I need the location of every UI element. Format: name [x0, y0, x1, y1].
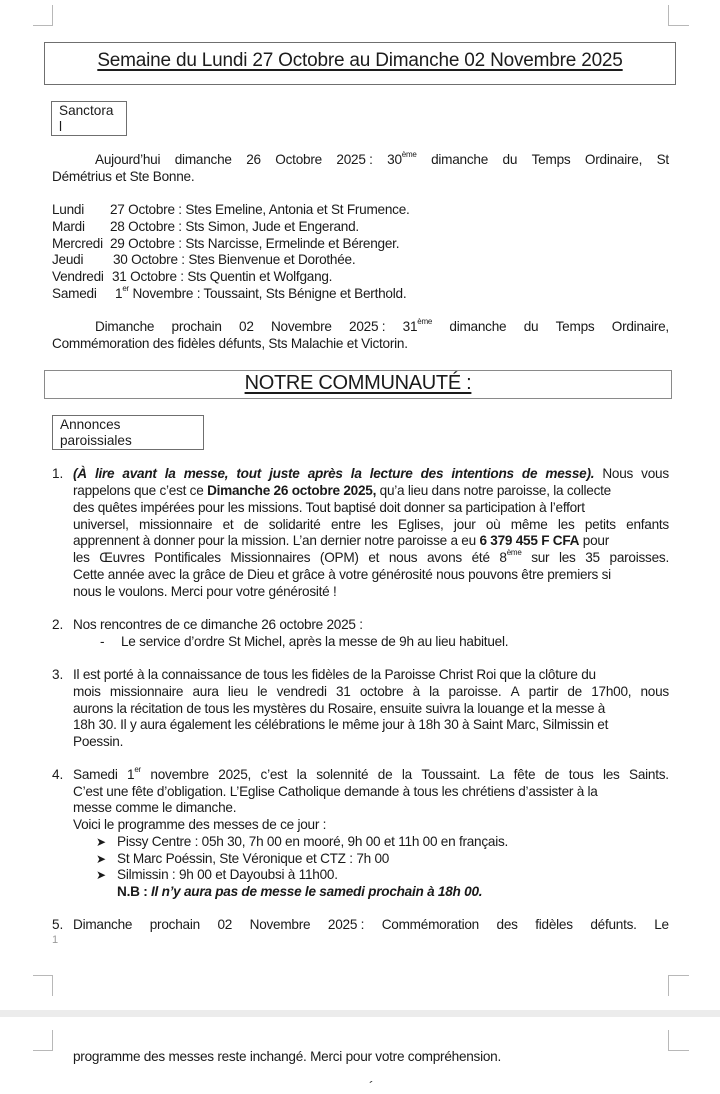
saint-row [52, 219, 85, 236]
next-sunday-line-2: Commémoration des fidèles défunts, Sts Malachie et Victorin. [52, 336, 408, 351]
saint-day: Samedi [52, 286, 97, 301]
saint-row [52, 202, 84, 219]
item5-line1: Dimanche prochain 02 Novembre 2025 : Commémoration des fidèles défunts. Le [73, 917, 669, 932]
mass-schedule-item: St Marc Poéssin, Ste Véronique et CTZ : 7h 00 [117, 851, 390, 866]
crop-mark-bottom-right [668, 975, 689, 996]
mass-schedule-item: Pissy Centre : 05h 30, 7h 00 en mooré, 9h 00 et 11h 00 en français. [117, 834, 509, 849]
community-heading: NOTRE COMMUNAUTÉ : [244, 372, 472, 394]
sanctoral-label-line1: Sanctora [59, 103, 114, 118]
highlight-date: Dimanche 26 octobre 2025, [207, 483, 377, 498]
sanctoral-label-line2: l [59, 119, 63, 134]
item1-line2: rappelons que c’est ce Dimanche 26 octobre 2025, qu’a lieu dans notre paroisse, la collecte [73, 483, 611, 498]
saint-day: Mercredi [52, 236, 103, 251]
item3-line2: mois missionnaire aura lieu le vendredi 31 octobre à la paroisse. A partir de 17h00, nous [73, 684, 669, 699]
saint-text: 28 Octobre : Sts Simon, Jude et Engerand. [110, 219, 359, 234]
highlight-amount: 6 379 455 F CFA [479, 533, 580, 548]
announcements-label-line1: Annonces [60, 417, 121, 432]
item1-line4: universel, missionnaire et de solidarité entre les Eglises, jour où même les petits enfants [73, 517, 669, 532]
saint-row [52, 252, 83, 269]
item4-line4: Voici le programme des messes de ce jour : [73, 817, 327, 832]
saint-text: 27 Octobre : Stes Emeline, Antonia et St Frumence. [110, 202, 410, 217]
item2-sub: Le service d’ordre St Michel, après la messe de 9h au lieu habituel. [121, 634, 509, 649]
dash-bullet: - [100, 634, 105, 649]
item1-line6: les Œuvres Pontificales Missionnaires (OPM) et nous avons été 8ème sur les 35 paroisses. [73, 548, 669, 565]
item3-line5: Poessin. [73, 734, 124, 749]
item-number: 3. [52, 667, 64, 682]
saint-day: Jeudi [52, 252, 84, 267]
mass-schedule-item: Silmissin : 9h 00 et Dayoubsi à 11h00. [117, 867, 338, 882]
cut-off-glyph: ´ [369, 1078, 374, 1094]
item-number: 5. [52, 917, 64, 932]
page-separator [0, 1010, 720, 1017]
saint-row [52, 269, 104, 286]
crop-mark-top-right [668, 5, 689, 26]
item-number: 4. [52, 767, 64, 782]
item3-line3: aurons la récitation de tous les mystères du Rosaire, ensuite suivra la louange et la messe à [73, 701, 606, 716]
saint-row [52, 236, 103, 253]
saint-text: 29 Octobre : Sts Narcisse, Ermelinde et Bérenger. [110, 236, 400, 251]
page-number: 1 [52, 934, 59, 946]
next-sunday-line-1: Dimanche prochain 02 Novembre 2025 : 31ème dimanche du Temps Ordinaire, [95, 317, 669, 334]
item-number: 1. [52, 466, 64, 481]
today-line-2: Démétrius et Ste Bonne. [52, 169, 195, 184]
item1-line8: nous le voulons. Merci pour votre générosité ! [73, 584, 337, 599]
item1-line1: (À lire avant la messe, tout juste après la lecture des intentions de messe). Nous vous [73, 466, 669, 481]
week-title-box [44, 42, 676, 85]
announcements-label-box [52, 415, 204, 450]
arrow-bullet-icon: ➤ [96, 868, 107, 882]
crop-mark-p2-top-left [33, 1030, 53, 1051]
nb-note: N.B : Il n’y aura pas de messe le samedi prochain à 18h 00. [117, 884, 483, 899]
item4-line2: C’est une fête d’obligation. L’Eglise Catholique demande à tous les chrétiens d’assister à la [73, 784, 598, 799]
saint-row [52, 286, 97, 303]
item1-line7: Cette année avec la grâce de Dieu et grâce à votre générosité nous pouvons être premiers si [73, 567, 611, 582]
item1-line5: apprennent à donner pour la mission. L’an dernier notre paroisse a eu 6 379 455 F CFA pour [73, 533, 609, 548]
crop-mark-bottom-left [33, 975, 53, 996]
item1-line3: des quêtes impérées pour les missions. Tout baptisé doit donner sa participation à l’effort [73, 500, 585, 515]
item-number: 2. [52, 617, 64, 632]
saint-day: Mardi [52, 219, 85, 234]
arrow-bullet-icon: ➤ [96, 852, 107, 866]
community-heading-box [44, 370, 672, 399]
saint-text: 30 Octobre : Stes Bienvenue et Dorothée. [113, 252, 356, 267]
item3-line1: Il est porté à la connaissance de tous les fidèles de la Paroisse Christ Roi que la clôture du [73, 667, 596, 682]
item3-line4: 18h 30. Il y aura également les célébrations le même jour à 18h 30 à Saint Marc, Silmissin et [73, 717, 609, 732]
today-line-1: Aujourd’hui dimanche 26 Octobre 2025 : 30ème dimanche du Temps Ordinaire, St [95, 150, 669, 167]
saint-day: Lundi [52, 202, 85, 217]
item2-line1: Nos rencontres de ce dimanche 26 octobre 2025 : [73, 617, 363, 632]
announcements-label-line2: paroissiales [60, 433, 132, 448]
page2-continuation: programme des messes reste inchangé. Merci pour votre compréhension. [73, 1049, 502, 1064]
saint-text: 31 Octobre : Sts Quentin et Wolfgang. [112, 269, 333, 284]
week-title: Semaine du Lundi 27 Octobre au Dimanche 02 Novembre 2025 [97, 50, 623, 71]
saint-text: 1er Novembre : Toussaint, Sts Bénigne et Berthold. [115, 284, 407, 301]
crop-mark-top-left [33, 5, 53, 26]
item4-line1: Samedi 1er novembre 2025, c’est la solennité de la Toussaint. La fête de tous les Saints. [73, 765, 669, 782]
crop-mark-p2-top-right [668, 1030, 689, 1051]
arrow-bullet-icon: ➤ [96, 835, 107, 849]
saint-day: Vendredi [52, 269, 104, 284]
item4-line3: messe comme le dimanche. [73, 800, 237, 815]
sanctoral-label-box [51, 101, 127, 136]
